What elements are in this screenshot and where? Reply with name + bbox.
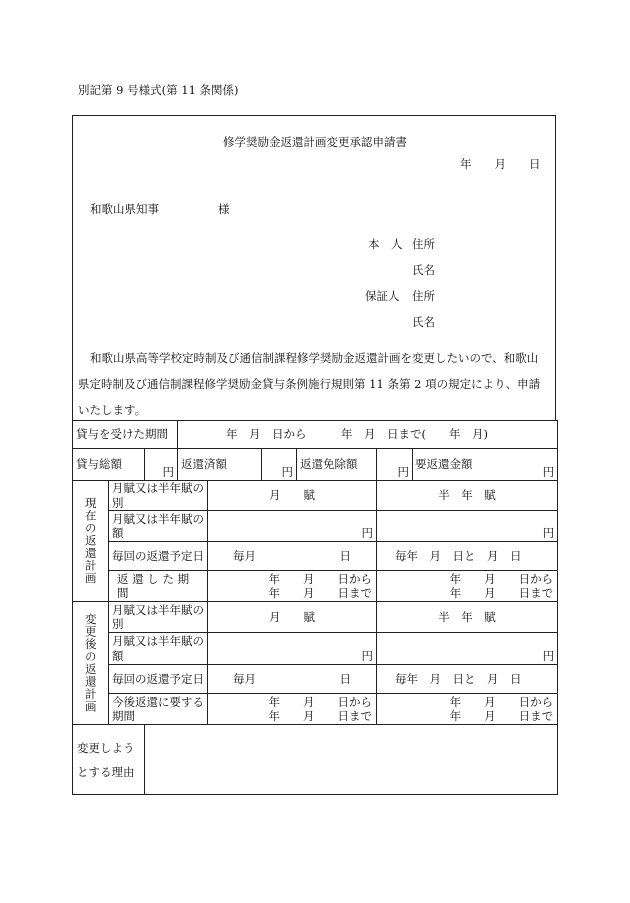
changed-monthly-period (208, 694, 377, 725)
current-period-label: 返 還 し た 期 間 (109, 571, 208, 602)
current-amount-label: 月賦又は半年賦の額 (109, 511, 208, 542)
current-plan-row-period (73, 571, 558, 602)
total-loan-yen: 円 (145, 449, 178, 481)
changed-monthly-date-cell (208, 665, 377, 694)
current-semiannual-option: 半 年 賦 (377, 481, 558, 511)
current-monthly-option: 月 賦 (208, 481, 377, 511)
form-header: 別記第 9 号様式(第 11 条関係) (78, 83, 239, 97)
period-to-line: 年 月 日まで (268, 709, 372, 723)
form-title: 修学奨励金返還計画変更承認申請書 (223, 135, 407, 149)
current-plan-row-amount (73, 511, 558, 542)
changed-plan-row-date (73, 665, 558, 694)
period-from-line: 年 月 日から (449, 571, 554, 586)
changed-semiannual-period (377, 694, 558, 725)
exempt-amount-yen: 円 (377, 449, 413, 481)
day-text: 日 (339, 548, 351, 563)
applicant-name-label: 氏名 (412, 263, 435, 277)
reason-input-area[interactable] (145, 725, 558, 795)
current-plan-section-label: 現在の返還計画 (73, 481, 109, 602)
changed-plan-row-period (73, 694, 558, 725)
date-line: 年 月 日 (460, 157, 541, 171)
guarantor-address-label: 住所 (412, 289, 435, 303)
reason-label: 変更しようとする理由 (73, 725, 145, 795)
required-amount-label: 要返還金額 (415, 457, 473, 472)
changed-monthly-yen: 円 (208, 633, 377, 665)
guarantor-label: 保証人 (365, 289, 400, 303)
changed-plan-row-amount (73, 633, 558, 665)
current-type-label: 月賦又は半年賦の別 (109, 481, 208, 511)
changed-plan-row-type (73, 602, 558, 633)
addressee-honorific: 様 (218, 202, 230, 216)
required-amount-yen: 円 (542, 465, 555, 480)
period-from-line: 年 月 日から (268, 571, 372, 586)
current-semiannual-period (377, 571, 558, 602)
day-text: 日 (339, 671, 351, 686)
applicant-address-label: 住所 (412, 237, 435, 251)
changed-date-label: 毎回の返還予定日 (109, 665, 208, 694)
exempt-amount-label: 返還免除額 (297, 449, 377, 481)
period-from-line: 年 月 日から (268, 694, 372, 709)
changed-type-label: 月賦又は半年賦の別 (109, 602, 208, 633)
addressee: 和歌山県知事 (90, 202, 159, 216)
changed-semiannual-option: 半 年 賦 (377, 602, 558, 633)
period-from-line: 年 月 日から (449, 694, 554, 709)
current-semiannual-yen: 円 (377, 511, 558, 542)
current-monthly-date-cell (208, 542, 377, 571)
loan-period-row (73, 421, 558, 449)
changed-period-label: 今後返還に要する期間 (109, 694, 208, 725)
loan-period-value: 年 月 日から 年 月 日まで( 年 月) (178, 421, 558, 449)
current-plan-row-type (73, 481, 558, 511)
changed-semiannual-date: 毎年 月 日と 月 日 (377, 665, 558, 694)
period-to-line: 年 月 日まで (449, 586, 554, 600)
every-month-text: 毎月 (233, 548, 256, 563)
amounts-row (73, 449, 558, 481)
current-monthly-period (208, 571, 377, 602)
total-loan-label: 貸与総額 (73, 449, 145, 481)
changed-monthly-option: 月 賦 (208, 602, 377, 633)
repaid-amount-yen: 円 (262, 449, 297, 481)
current-semiannual-date: 毎年 月 日と 月 日 (377, 542, 558, 571)
changed-semiannual-yen: 円 (377, 633, 558, 665)
required-amount-cell (413, 449, 558, 481)
changed-plan-section-label: 変更後の返還計画 (73, 602, 109, 725)
current-monthly-yen: 円 (208, 511, 377, 542)
period-to-line: 年 月 日まで (449, 709, 554, 723)
changed-amount-label: 月賦又は半年賦の額 (109, 633, 208, 665)
guarantor-name-label: 氏名 (412, 315, 435, 329)
loan-period-label: 貸与を受けた期間 (73, 421, 178, 449)
period-to-line: 年 月 日まで (268, 586, 372, 600)
current-plan-row-date (73, 542, 558, 571)
application-body-text: 和歌山県高等学校定時制及び通信制課程修学奨励金返還計画を変更したいので、和歌山県定時制及び通信制課程修学奨励金貸与条例施行規則第 11 条第 2 項の規定により、申請いたします。 (78, 351, 541, 417)
reason-row (73, 725, 558, 795)
every-month-text: 毎月 (233, 671, 256, 686)
application-table (72, 420, 558, 795)
repaid-amount-label: 返還済額 (178, 449, 262, 481)
current-date-label: 毎回の返還予定日 (109, 542, 208, 571)
applicant-label: 本 人 (368, 237, 403, 251)
